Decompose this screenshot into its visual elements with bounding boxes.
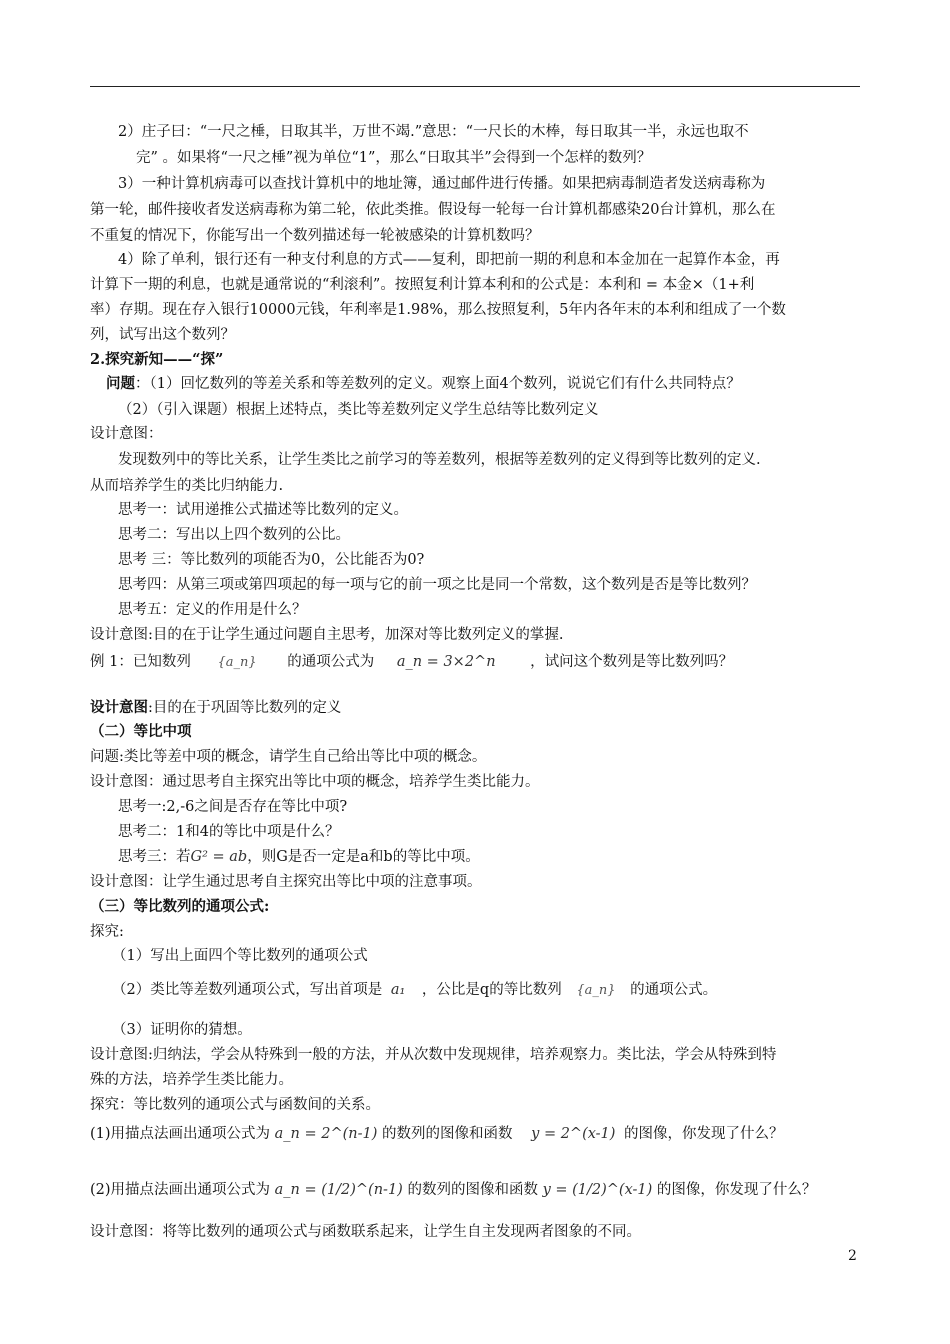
text: 的数列的图像和函数 (407, 1182, 538, 1198)
section-heading: 2.探究新知——“探” (90, 351, 224, 368)
list-text: （2）类比等差数列通项公式，写出首项是 (112, 982, 383, 998)
formula: a₁ (390, 982, 406, 998)
paragraph: （2）（引入课题）根据上述特点，类比等差数列定义学生总结等比数列定义 (118, 402, 599, 418)
paragraph: 3）一种计算机病毒可以查找计算机中的地址簿，通过邮件进行传播。如果把病毒制造者发送病毒称为 (118, 176, 766, 192)
paragraph: 2）庄子曰：“一尺之棰，日取其半，万世不竭.”意思：“一尺长的木棒，每日取其一半，永远也取不 (118, 124, 749, 140)
section-heading: （三）等比数列的通项公式: (90, 898, 270, 915)
paragraph: 设计意图：让学生通过思考自主探究出等比中项的注意事项。 (90, 874, 482, 890)
list-text: ，公比是q的等比数列 (421, 982, 562, 998)
paragraph (90, 1124, 784, 1144)
text: 的图像，你发现了什么？ (656, 1182, 817, 1198)
paragraph: 设计意图：将等比数列的通项公式与函数联系起来，让学生自主发现两者图象的不同。 (90, 1224, 641, 1240)
section-heading: （二）等比中项 (90, 723, 192, 740)
list-item (112, 980, 717, 1001)
paragraph: 设计意图:目的在于让学生通过问题自主思考，加深对等比数列定义的掌握. (90, 627, 564, 643)
paragraph: 计算下一期的利息，也就是通常说的“利滚利”。按照复利计算本利和的公式是：本利和 = 本金×（1+利 (90, 277, 755, 293)
paragraph: 从而培养学生的类比归纳能力. (90, 478, 284, 494)
thinking-text: ，则G是否一定是a和b的等比中项。 (247, 849, 480, 865)
example-text: 的通项公式为 (287, 654, 375, 670)
formula: a_n = 3×2^n (396, 654, 496, 670)
paragraph: 完” 。如果将“一尺之棰”视为单位“1”，那么“日取其半”会得到一个怎样的数列？ (136, 150, 652, 166)
paragraph: 殊的方法，培养学生类比能力。 (90, 1072, 293, 1088)
question-text: ：（1）回忆数列的等差关系和等差数列的定义。观察上面4个数列，说说它们有什么共同特点？ (135, 376, 741, 392)
text: (1)用描点法画出通项公式为 (90, 1126, 271, 1142)
paragraph: 不重复的情况下，你能写出一个数列描述每一轮被感染的计算机数吗？ (90, 228, 540, 244)
paragraph: 列，试写出这个数列？ (90, 327, 235, 343)
header-rule (90, 86, 860, 87)
example-line (90, 652, 733, 673)
thinking-item: 思考四：从第三项或第四项起的每一项与它的前一项之比是同一个常数，这个数列是否是等比数列？ (118, 577, 756, 593)
thinking-item: 思考五：定义的作用是什么？ (118, 602, 307, 618)
sequence-symbol: {a_n} (576, 983, 616, 998)
formula: y = (1/2)^(x-1) (542, 1182, 653, 1198)
formula: a_n = 2^(n-1) (274, 1126, 378, 1142)
thinking-item: 思考二：写出以上四个数列的公比。 (118, 527, 350, 543)
list-item: （3）证明你的猜想。 (112, 1022, 252, 1038)
thinking-item: 思考 三：等比数列的项能否为0，公比能否为0? (118, 552, 425, 568)
paragraph (90, 1180, 816, 1200)
paragraph: 发现数列中的等比关系，让学生类比之前学习的等差数列，根据等差数列的定义得到等比数列的定义. (118, 452, 761, 468)
text: 的图像，你发现了什么？ (624, 1126, 784, 1142)
paragraph: 4）除了单利，银行还有一种支付利息的方式——复利，即把前一期的利息和本金加在一起算作本金，再 (118, 252, 780, 268)
paragraph: 探究: (90, 924, 124, 940)
example-label: 例 1：已知数列 (90, 654, 191, 670)
paragraph: 率）存期。现在存入银行10000元钱，年利率是1.98%，那么按照复利，5年内各年末的本利和组成了一个数 (90, 302, 786, 318)
formula: y = 2^(x-1) (531, 1126, 616, 1142)
sequence-symbol: {a_n} (217, 655, 257, 670)
paragraph: 探究：等比数列的通项公式与函数间的关系。 (90, 1097, 380, 1113)
list-text: 的通项公式。 (630, 982, 718, 998)
thinking-item (118, 847, 480, 867)
thinking-item: 思考一：试用递推公式描述等比数列的定义。 (118, 502, 408, 518)
paragraph: 问题:类比等差中项的概念，请学生自己给出等比中项的概念。 (90, 749, 487, 765)
design-intent-title: 设计意图： (90, 426, 163, 442)
text: (2)用描点法画出通项公式为 (90, 1182, 271, 1198)
thinking-item: 思考二：1和4的等比中项是什么？ (118, 824, 340, 840)
formula: a_n = (1/2)^(n-1) (274, 1182, 403, 1198)
page-number: 2 (848, 1248, 857, 1264)
paragraph: 设计意图：通过思考自主探究出等比中项的概念，培养学生类比能力。 (90, 774, 540, 790)
thinking-item: 思考一:2,-6之间是否存在等比中项? (118, 799, 348, 815)
thinking-text: 思考三：若 (118, 849, 191, 865)
design-intent-line (90, 698, 341, 718)
question-line (106, 374, 741, 394)
design-intent-text: :目的在于巩固等比数列的定义 (148, 700, 342, 716)
example-text: ，试问这个数列是等比数列吗？ (530, 654, 734, 670)
formula: G² = ab (190, 849, 248, 865)
design-intent-label: 设计意图 (90, 699, 148, 716)
list-item: （1）写出上面四个等比数列的通项公式 (112, 948, 368, 964)
text: 的数列的图像和函数 (382, 1126, 513, 1142)
paragraph: 设计意图:归纳法，学会从特殊到一般的方法，并从次数中发现规律，培养观察力。类比法，学会从特殊到特 (90, 1047, 777, 1063)
question-label: 问题 (106, 375, 135, 392)
paragraph: 第一轮，邮件接收者发送病毒称为第二轮，依此类推。假设每一轮每一台计算机都感染20台计算机，那么在 (90, 202, 776, 218)
